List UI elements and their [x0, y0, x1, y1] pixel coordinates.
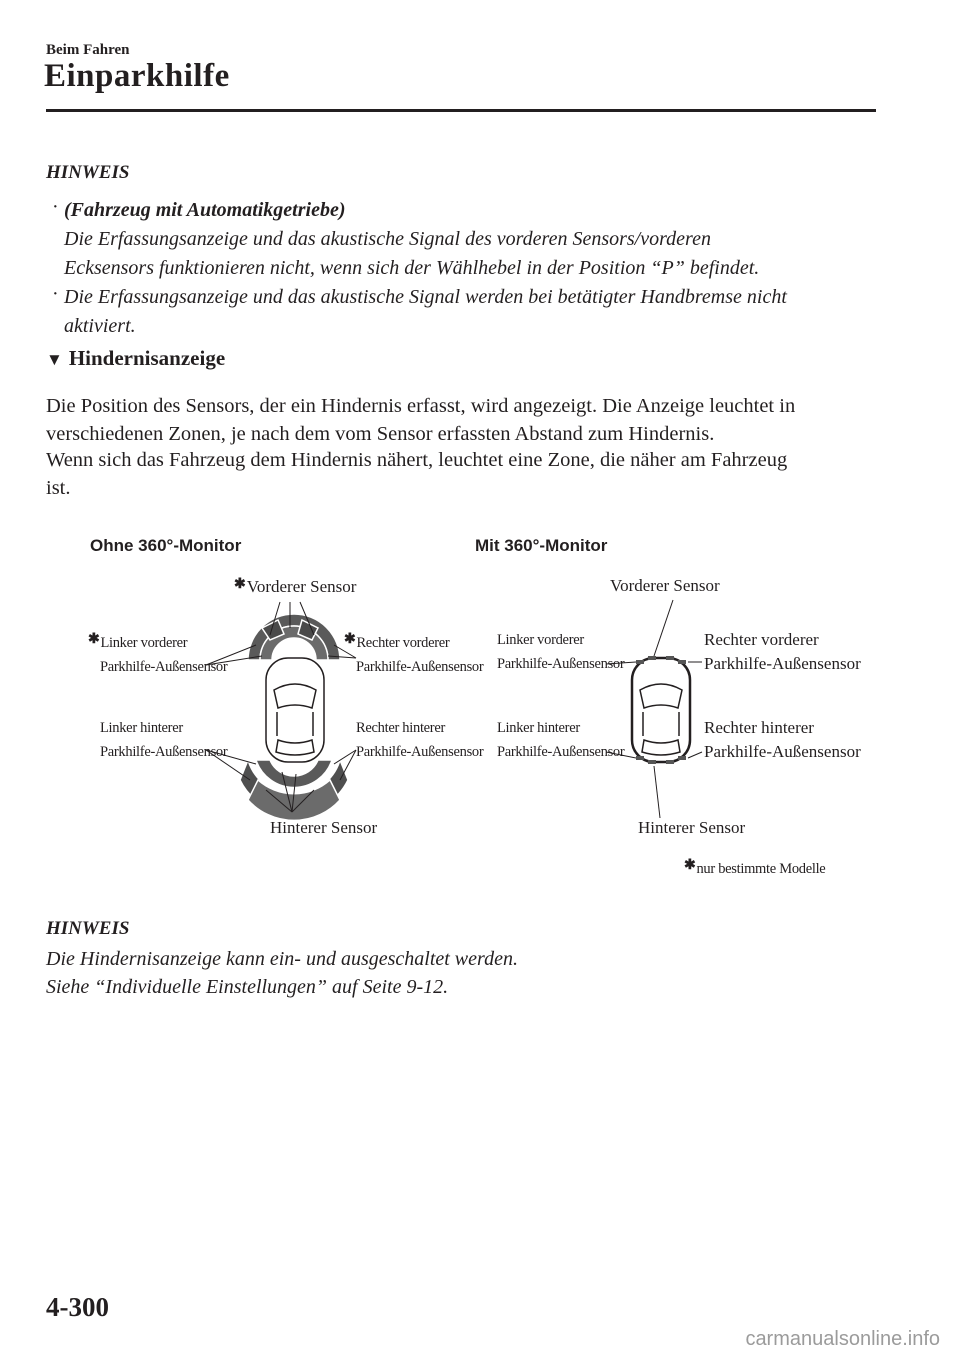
asterisk-icon: ✱ — [234, 577, 246, 592]
label-rear-right-360: Rechter hinterer Parkhilfe-Außensensor — [704, 718, 861, 761]
note-bullet-text: Die Erfassungsanzeige und das akustische Signal des vorderen Sensors/vorderen — [64, 228, 711, 250]
note-text: Siehe “Individuelle Einstellungen” auf Seite 9-12. — [46, 976, 449, 998]
section-label: Beim Fahren — [46, 42, 130, 58]
label-front-right: ✱Rechter vorderer Parkhilfe-Außensensor — [344, 632, 484, 675]
body-text: Die Position des Sensors, der ein Hindernis erfasst, wird angezeigt. Die Anzeige leuchtet in — [46, 395, 796, 417]
note-bullet-text: Ecksensors funktionieren nicht, wenn sich der Wählhebel in der Position “P” befindet. — [64, 257, 760, 279]
note-text: Die Hindernisanzeige kann ein- und ausgeschaltet werden. — [46, 948, 518, 970]
body-text: Wenn sich das Fahrzeug dem Hindernis nähert, leuchtet eine Zone, die näher am Fahrzeug — [46, 449, 788, 471]
note-heading: HINWEIS — [46, 918, 130, 939]
figure-title-left: Ohne 360°-Monitor — [90, 536, 242, 555]
section-heading-text: Hindernisanzeige — [68, 346, 226, 370]
label-rear-left-360: Linker hinterer Parkhilfe-Außensensor — [497, 720, 625, 760]
asterisk-icon: ✱ — [684, 858, 696, 873]
label-front-left: ✱Linker vorderer Parkhilfe-Außensensor — [88, 632, 228, 675]
label-front-sensor-360: Vorderer Sensor — [610, 576, 720, 595]
note-bullet-text: aktiviert. — [64, 315, 136, 337]
label-rear-sensor-360: Hinterer Sensor — [638, 818, 746, 837]
page-number: 4-300 — [46, 1292, 109, 1322]
car-top-view-360 — [632, 658, 690, 762]
figure-title-right: Mit 360°-Monitor — [475, 536, 608, 555]
asterisk-icon: ✱ — [344, 632, 356, 647]
body-text: verschiedenen Zonen, je nach dem vom Sensor erfassten Abstand zum Hindernis. — [46, 423, 715, 445]
note-bullet-text: Die Erfassungsanzeige und das akustische Signal werden bei betätigter Handbremse nicht — [64, 286, 787, 308]
page-title: Einparkhilfe — [44, 58, 230, 94]
note-bullet-title: (Fahrzeug mit Automatikgetriebe) — [64, 199, 346, 221]
bullet-marker: · — [52, 196, 59, 218]
car-top-view — [266, 658, 324, 762]
triangle-down-icon: ▼ — [46, 350, 63, 369]
label-rear-left: Linker hinterer Parkhilfe-Außensensor — [100, 720, 228, 760]
label-front-left-360: Linker vorderer Parkhilfe-Außensensor — [497, 632, 625, 672]
body-text: ist. — [46, 477, 71, 499]
footnote: ✱nur bestimmte Modelle — [684, 858, 826, 877]
bullet-marker: · — [52, 283, 59, 305]
note-heading: HINWEIS — [46, 162, 130, 183]
watermark: carmanualsonline.info — [745, 1328, 940, 1350]
front-zone-fan — [248, 614, 340, 660]
label-rear-sensor: Hinterer Sensor — [270, 818, 378, 837]
label-rear-right: Rechter hinterer Parkhilfe-Außensensor — [356, 720, 484, 760]
label-front-sensor: ✱Vorderer Sensor — [234, 577, 357, 596]
label-front-right-360: Rechter vorderer Parkhilfe-Außensensor — [704, 630, 861, 673]
asterisk-icon: ✱ — [88, 632, 100, 647]
